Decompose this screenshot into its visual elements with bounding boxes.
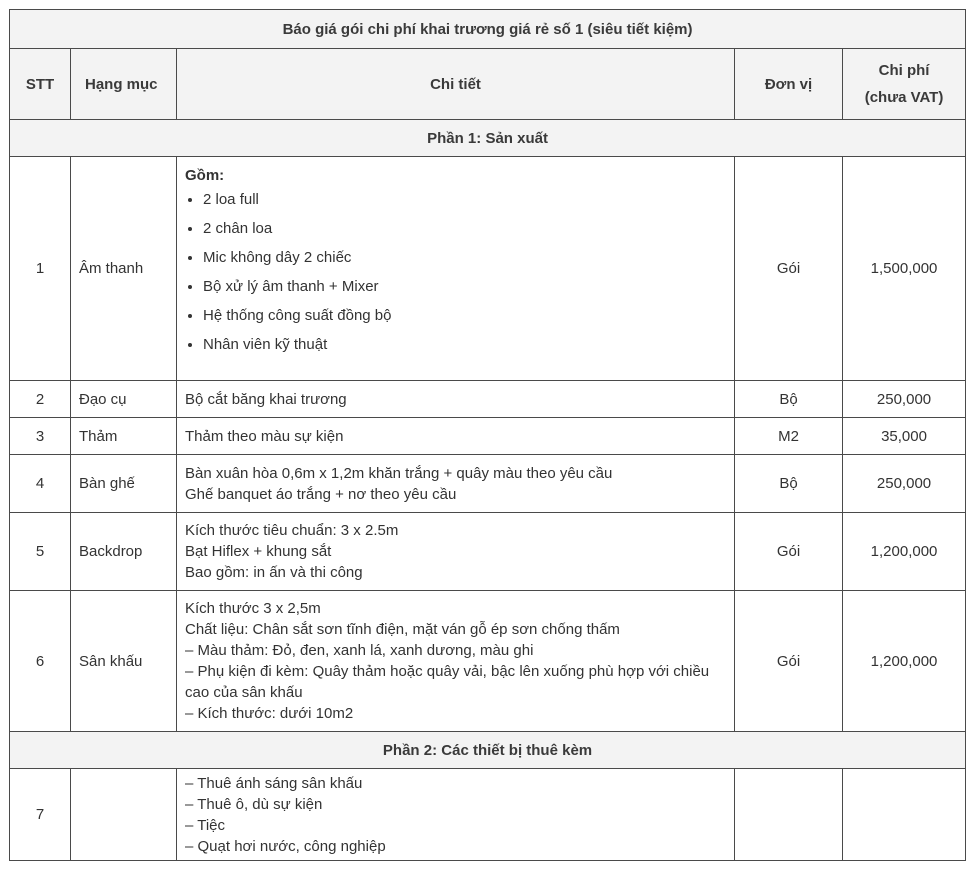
list-item: • 2 loa full	[203, 185, 726, 214]
detail-line: Bàn xuân hòa 0,6m x 1,2m khăn trắng + quây màu theo yêu cầu	[185, 464, 613, 482]
detail-line: Thảm theo màu sự kiện	[185, 427, 344, 445]
row-detail	[177, 591, 735, 732]
row-category: Thảm	[71, 418, 177, 455]
detail-line: – Kích thước: dưới 10m2	[185, 705, 354, 722]
table-row	[10, 455, 966, 513]
row-cost: 1,200,000	[843, 513, 966, 591]
header-category: Hạng mục	[71, 49, 177, 120]
row-unit: Bộ	[735, 455, 843, 513]
price-table	[9, 9, 966, 861]
row-cost: 250,000	[843, 455, 966, 513]
header-unit: Đơn vị	[735, 49, 843, 120]
list-item: • Hệ thống công suất đồng bộ	[203, 301, 726, 330]
header-cost	[843, 49, 966, 120]
detail-line: – Quạt hơi nước, công nghiệp	[185, 837, 386, 855]
header-detail: Chi tiết	[177, 49, 735, 120]
row-stt: 1	[10, 157, 71, 381]
section-title-2: Phần 2: Các thiết bị thuê kèm	[10, 732, 966, 769]
row-cost	[843, 769, 966, 861]
detail-line: – Thuê ánh sáng sân khấu	[185, 774, 363, 792]
header-stt: STT	[10, 49, 71, 120]
row-unit: Gói	[735, 513, 843, 591]
list-item: • Mic không dây 2 chiếc	[203, 243, 726, 272]
row-category: Âm thanh	[71, 157, 177, 381]
table-row	[10, 157, 966, 381]
row-detail	[177, 455, 735, 513]
row-category: Sân khấu	[71, 591, 177, 732]
section-row-1	[10, 120, 966, 157]
row-detail	[177, 157, 735, 381]
row-stt: 6	[10, 591, 71, 732]
header-cost-line2: (chưa VAT)	[864, 89, 944, 106]
header-cost-line1: Chi phí	[878, 62, 930, 79]
row-detail	[177, 381, 735, 418]
row-stt: 2	[10, 381, 71, 418]
table-row	[10, 418, 966, 455]
detail-line: Kích thước 3 x 2,5m	[185, 600, 321, 617]
detail-line: – Tiệc	[185, 816, 226, 834]
detail-line: Bao gồm: in ấn và thi công	[185, 564, 363, 581]
row-category	[71, 769, 177, 861]
row-stt: 5	[10, 513, 71, 591]
section-row-2	[10, 732, 966, 769]
row-cost: 250,000	[843, 381, 966, 418]
detail-line: Bộ cắt băng khai trương	[185, 390, 347, 408]
row-category: Backdrop	[71, 513, 177, 591]
detail-bullet-list	[185, 185, 726, 359]
row-detail	[177, 769, 735, 861]
row-unit: Gói	[735, 591, 843, 732]
table-title-row	[10, 10, 966, 49]
detail-line: Chất liệu: Chân sắt sơn tĩnh điện, mặt ván gỗ ép sơn chống thấm	[185, 621, 620, 638]
row-unit: M2	[735, 418, 843, 455]
row-category: Bàn ghế	[71, 455, 177, 513]
detail-line: – Màu thảm: Đỏ, đen, xanh lá, xanh dương, màu ghi	[185, 642, 534, 659]
detail-line: Kích thước tiêu chuẩn: 3 x 2.5m	[185, 522, 399, 539]
list-item: • Nhân viên kỹ thuật	[203, 330, 726, 359]
detail-heading: Gồm:	[185, 167, 225, 184]
detail-line: – Thuê ô, dù sự kiện	[185, 795, 323, 813]
table-row	[10, 769, 966, 861]
list-item: • Bộ xử lý âm thanh + Mixer	[203, 272, 726, 301]
table-row	[10, 381, 966, 418]
detail-line: Ghế banquet áo trắng + nơ theo yêu cầu	[185, 485, 457, 503]
row-unit: Bộ	[735, 381, 843, 418]
row-unit	[735, 769, 843, 861]
row-unit: Gói	[735, 157, 843, 381]
table-title: Báo giá gói chi phí khai trương giá rẻ số 1 (siêu tiết kiệm)	[10, 10, 966, 49]
row-detail	[177, 418, 735, 455]
header-row	[10, 49, 966, 120]
section-title-1: Phần 1: Sản xuất	[10, 120, 966, 157]
table-row	[10, 513, 966, 591]
table-row	[10, 591, 966, 732]
row-detail	[177, 513, 735, 591]
row-category: Đạo cụ	[71, 381, 177, 418]
list-item: • 2 chân loa	[203, 214, 726, 243]
row-cost: 1,500,000	[843, 157, 966, 381]
row-cost: 1,200,000	[843, 591, 966, 732]
row-cost: 35,000	[843, 418, 966, 455]
row-stt: 4	[10, 455, 71, 513]
row-stt: 7	[10, 769, 71, 861]
detail-line: – Phụ kiện đi kèm: Quây thảm hoặc quây vải, bậc lên xuống phù hợp với chiều cao của sân khấu	[185, 663, 710, 701]
row-stt: 3	[10, 418, 71, 455]
detail-line: Bạt Hiflex + khung sắt	[185, 543, 332, 560]
